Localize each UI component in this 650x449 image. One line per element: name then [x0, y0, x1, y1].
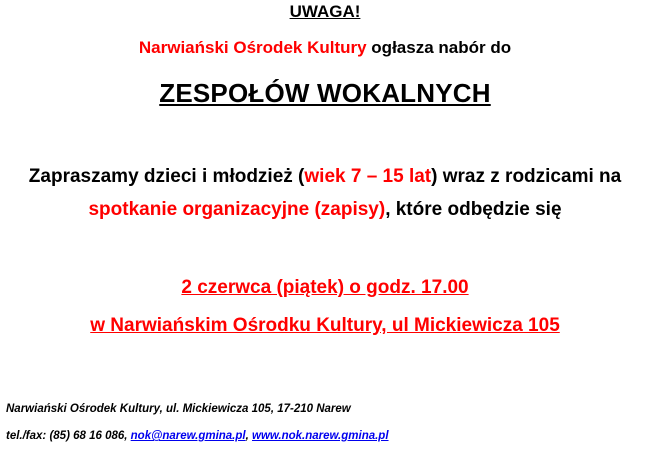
invitation-text-1: Zapraszamy dzieci i młodzież ( — [28, 166, 305, 187]
age-range: wiek 7 – 15 lat — [304, 166, 432, 187]
attention-heading: UWAGA! — [289, 2, 361, 21]
organization-name: Narwiański Ośrodek Kultury — [138, 38, 367, 57]
event-place: w Narwiańskim Ośrodku Kultury, ul Mickiewicza 105 — [90, 315, 560, 336]
email-link[interactable]: nok@narew.gmina.pl — [130, 430, 246, 442]
invitation-text-3: , które odbędzie się — [385, 199, 562, 220]
event-date: 2 czerwca (piątek) o godz. 17.00 — [181, 277, 469, 298]
invitation-line-1 — [0, 166, 650, 188]
invitation-text-2: ) wraz z rodzicami na — [431, 166, 622, 187]
footer-contact — [6, 430, 389, 442]
footer-separator: , — [245, 430, 252, 442]
announcement-line — [0, 38, 650, 58]
meeting-type: spotkanie organizacyjne (zapisy) — [88, 199, 386, 220]
website-link[interactable]: www.nok.narew.gmina.pl — [252, 430, 389, 442]
invitation-line-2 — [0, 199, 650, 221]
footer-phone: tel./fax: (85) 68 16 086, — [6, 430, 131, 442]
page-title: ZESPOŁÓW WOKALNYCH — [159, 78, 491, 108]
footer-address: Narwiański Ośrodek Kultury, ul. Mickiewicza 105, 17-210 Narew — [6, 403, 351, 415]
announcement-text: ogłasza nabór do — [366, 38, 512, 57]
